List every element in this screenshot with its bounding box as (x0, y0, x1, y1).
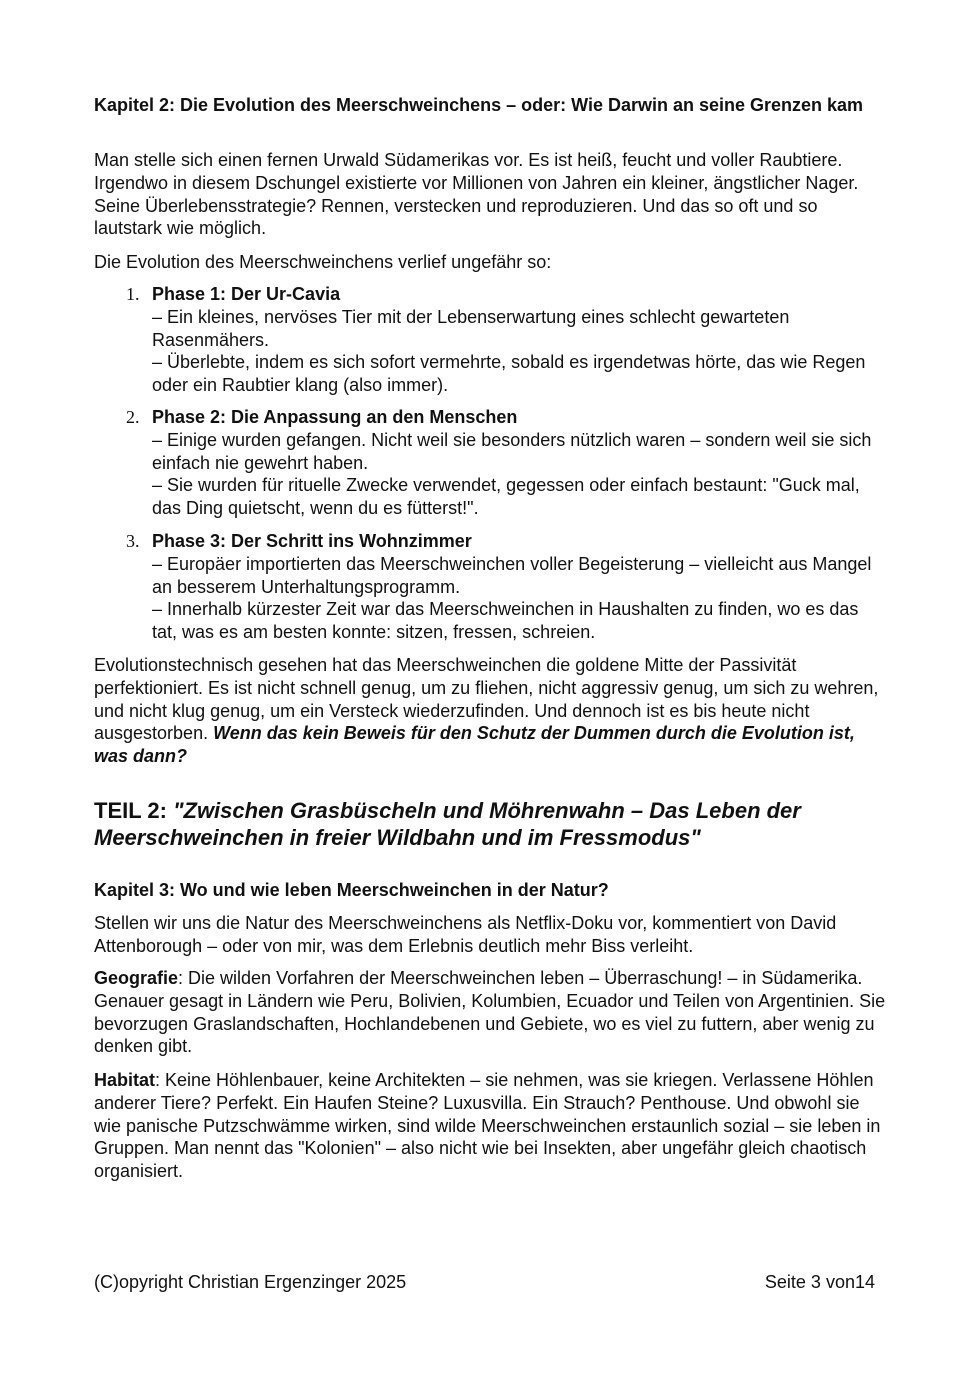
phase-line: – Überlebte, indem es sich sofort vermehrte, sobald es irgendetwas hörte, das wie Regen oder ein Raubtier klang (also immer). (152, 352, 866, 396)
phase-line: – Europäer importierten das Meerschweinchen voller Begeisterung – vielleicht aus Mangel an besserem Unterhaltungsprogramm. (152, 553, 872, 597)
phase-line: – Einige wurden gefangen. Nicht weil sie besonders nützlich waren – sondern weil sie sich einfach nie gewehrt haben. (152, 429, 872, 473)
chapter2-lead: Die Evolution des Meerschweinchens verlief ungefähr so: (94, 252, 552, 272)
geografie-text: : Die wilden Vorfahren der Meerschweinchen leben – Überraschung! – in Südamerika. Genauer gesagt in Ländern wie Peru, Bolivien, Kolumbien, Ecuador und Teilen von Argentinien. Sie bevorzugen Graslandschaften, Hochlandebenen und Gebiete, wo es viel zu futtern, aber wenig zu denken gibt. (94, 968, 886, 1057)
geografie-paragraph (94, 967, 886, 1058)
list-number: 1. (126, 284, 140, 304)
footer-copyright: (C)opyright Christian Ergenzinger 2025 (94, 1272, 407, 1292)
list-item-phase-2 (94, 406, 886, 520)
phase-title: Phase 1: Der Ur-Cavia (152, 284, 341, 304)
habitat-paragraph (94, 1069, 886, 1183)
conclusion-text: Evolutionstechnisch gesehen hat das Meerschweinchen die goldene Mitte der Passivität perfektioniert. Es ist nicht schnell genug, um zu fliehen, nicht aggressiv genug, um sich zu wehren, und nicht klug genug, um ein Versteck wiederzufinden. Und dennoch ist es bis heute nicht ausgestorben. (94, 655, 879, 744)
part2-prefix: TEIL 2: (94, 798, 167, 823)
phase-line: – Innerhalb kürzester Zeit war das Meerschweinchen in Haushalten zu finden, wo es das tat, was es am besten konnte: sitzen, fressen, schreien. (152, 599, 859, 643)
phase-line: – Sie wurden für rituelle Zwecke verwendet, gegessen oder einfach bestaunt: "Guck mal, das Ding quietscht, wenn du es fütterst!". (152, 475, 860, 519)
part2-title: "Zwischen Grasbüscheln und Möhrenwahn – Das Leben der Meerschweinchen in freier Wildbahn und im Fressmodus" (94, 798, 801, 850)
phase-title: Phase 3: Der Schritt ins Wohnzimmer (152, 531, 472, 551)
habitat-text: : Keine Höhlenbauer, keine Architekten – sie nehmen, was sie kriegen. Verlassene Höhlen anderer Tiere? Perfekt. Ein Haufen Steine? Luxusvilla. Ein Strauch? Penthouse. Und obwohl sie wie panische Putzschwämme wirken, sind wilde Meerschweinchen erstaunlich sozial – sie leben in Gruppen. Man nennt das "Kolonien" – also nicht wie bei Insekten, aber ungefähr gleich chaotisch organisiert. (94, 1070, 881, 1182)
phase-title: Phase 2: Die Anpassung an den Menschen (152, 407, 518, 427)
habitat-label: Habitat (94, 1070, 156, 1090)
geografie-label: Geografie (94, 968, 179, 988)
chapter3-heading: Kapitel 3: Wo und wie leben Meerschweinchen in der Natur? (94, 880, 609, 900)
part2-heading (94, 797, 886, 851)
chapter3-intro: Stellen wir uns die Natur des Meerschweinchens als Netflix-Doku vor, kommentiert von David Attenborough – oder von mir, was dem Erlebnis deutlich mehr Biss verleiht. (94, 913, 837, 956)
list-number: 3. (126, 531, 140, 551)
phase-line: – Ein kleines, nervöses Tier mit der Lebenserwartung eines schlecht gewarteten Rasenmähers. (152, 306, 790, 350)
list-item-phase-1 (94, 283, 886, 397)
list-item-phase-3 (94, 530, 886, 644)
footer-page-number: Seite 3 von14 (764, 1272, 875, 1292)
list-number: 2. (126, 407, 140, 427)
chapter2-heading: Kapitel 2: Die Evolution des Meerschweinchens – oder: Wie Darwin an seine Grenzen kam (94, 95, 864, 115)
conclusion-emphasis: Wenn das kein Beweis für den Schutz der Dummen durch die Evolution ist, was dann? (94, 723, 855, 767)
chapter2-conclusion (94, 654, 886, 768)
chapter2-intro: Man stelle sich einen fernen Urwald Südamerikas vor. Es ist heiß, feucht und voller Raubtiere. Irgendwo in diesem Dschungel existierte vor Millionen von Jahren ein kleiner, ängstlicher Nager. Seine Überlebensstrategie? Rennen, verstecken und reproduzieren. Und das so oft und so lautstark wie möglich. (94, 150, 859, 239)
